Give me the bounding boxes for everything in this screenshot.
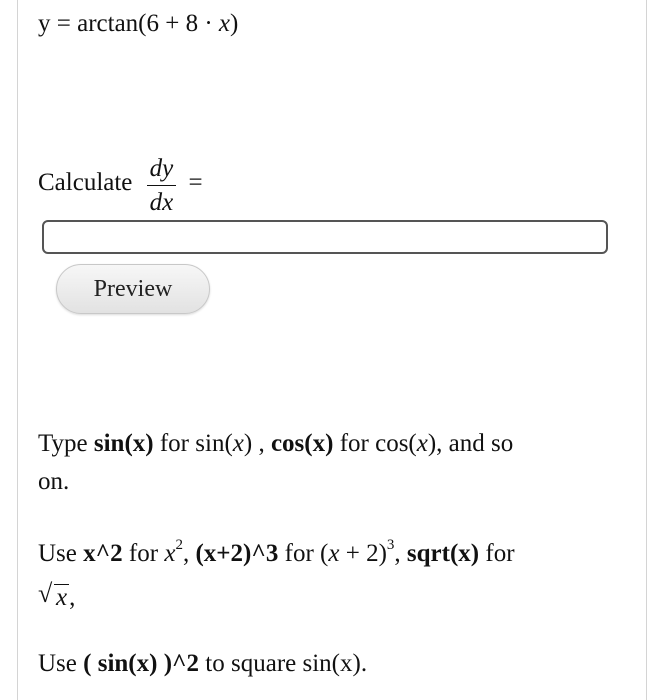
preview-button[interactable]: Preview xyxy=(56,264,210,314)
hint-text: for xyxy=(333,430,376,457)
hint-code-square: ( sin(x) )^2 xyxy=(83,650,200,677)
derivative-question xyxy=(38,150,203,216)
hint-text: for xyxy=(153,430,196,457)
hint-code-x23: (x+2)^3 xyxy=(195,540,279,567)
hint-text: , xyxy=(69,584,76,611)
hint-text: , xyxy=(252,430,271,457)
hint-math-sin: sin( xyxy=(195,430,233,457)
radical-sign: √ xyxy=(38,579,53,608)
function-lhs: y xyxy=(38,10,51,37)
question-equals: = xyxy=(188,169,203,196)
answer-input[interactable] xyxy=(42,220,608,254)
hint-line-powers xyxy=(38,538,515,570)
hint-math-sqrt xyxy=(38,579,69,614)
hint-code-x2: x^2 xyxy=(83,540,123,567)
hint-text: to square sin(x). xyxy=(199,650,368,677)
hint-text: Type xyxy=(38,430,94,457)
function-variable: x xyxy=(218,10,231,37)
question-prompt: Calculate xyxy=(38,169,133,196)
hint-math-var: x xyxy=(328,540,340,567)
function-rhs: arctan(6 + 8 · xyxy=(77,10,219,37)
question-panel xyxy=(17,0,647,700)
hint-math-cos: cos( xyxy=(375,430,417,457)
hint-text: , xyxy=(182,540,196,567)
hint-line-functions xyxy=(38,428,513,460)
hint-line-sqrt xyxy=(38,579,76,614)
hint-math-close: ) xyxy=(243,430,253,457)
hint-math-paren: ( xyxy=(320,540,329,567)
fraction-denominator: dx xyxy=(149,189,174,217)
function-definition xyxy=(38,8,238,40)
hint-text: Use xyxy=(38,540,84,567)
hint-text: for xyxy=(278,540,321,567)
derivative-fraction xyxy=(147,155,177,217)
hint-line-continued: on. xyxy=(38,468,70,495)
fraction-numerator: dy xyxy=(149,155,174,183)
hint-text: Use xyxy=(38,650,84,677)
hint-text: for xyxy=(122,540,165,567)
function-equals: = xyxy=(50,10,78,37)
fraction-bar xyxy=(147,185,177,186)
hint-math-var: x xyxy=(416,430,428,457)
hint-math-exponent: 2 xyxy=(175,536,183,553)
hint-text: , xyxy=(394,540,407,567)
hint-math-var: x xyxy=(232,430,244,457)
hint-math-var: x xyxy=(164,540,176,567)
hint-math-exponent: 3 xyxy=(386,536,395,553)
hint-math-plus: + 2) xyxy=(339,540,387,567)
function-close: ) xyxy=(230,10,239,37)
hint-code-sin: sin(x) xyxy=(93,430,154,457)
hint-code-sqrt: sqrt(x) xyxy=(406,540,480,567)
hint-line-square xyxy=(38,648,367,680)
hint-code-cos: cos(x) xyxy=(270,430,334,457)
hint-text: for xyxy=(479,540,515,567)
hint-text: ), and so xyxy=(427,430,514,457)
hint-math-var: x xyxy=(56,584,68,611)
